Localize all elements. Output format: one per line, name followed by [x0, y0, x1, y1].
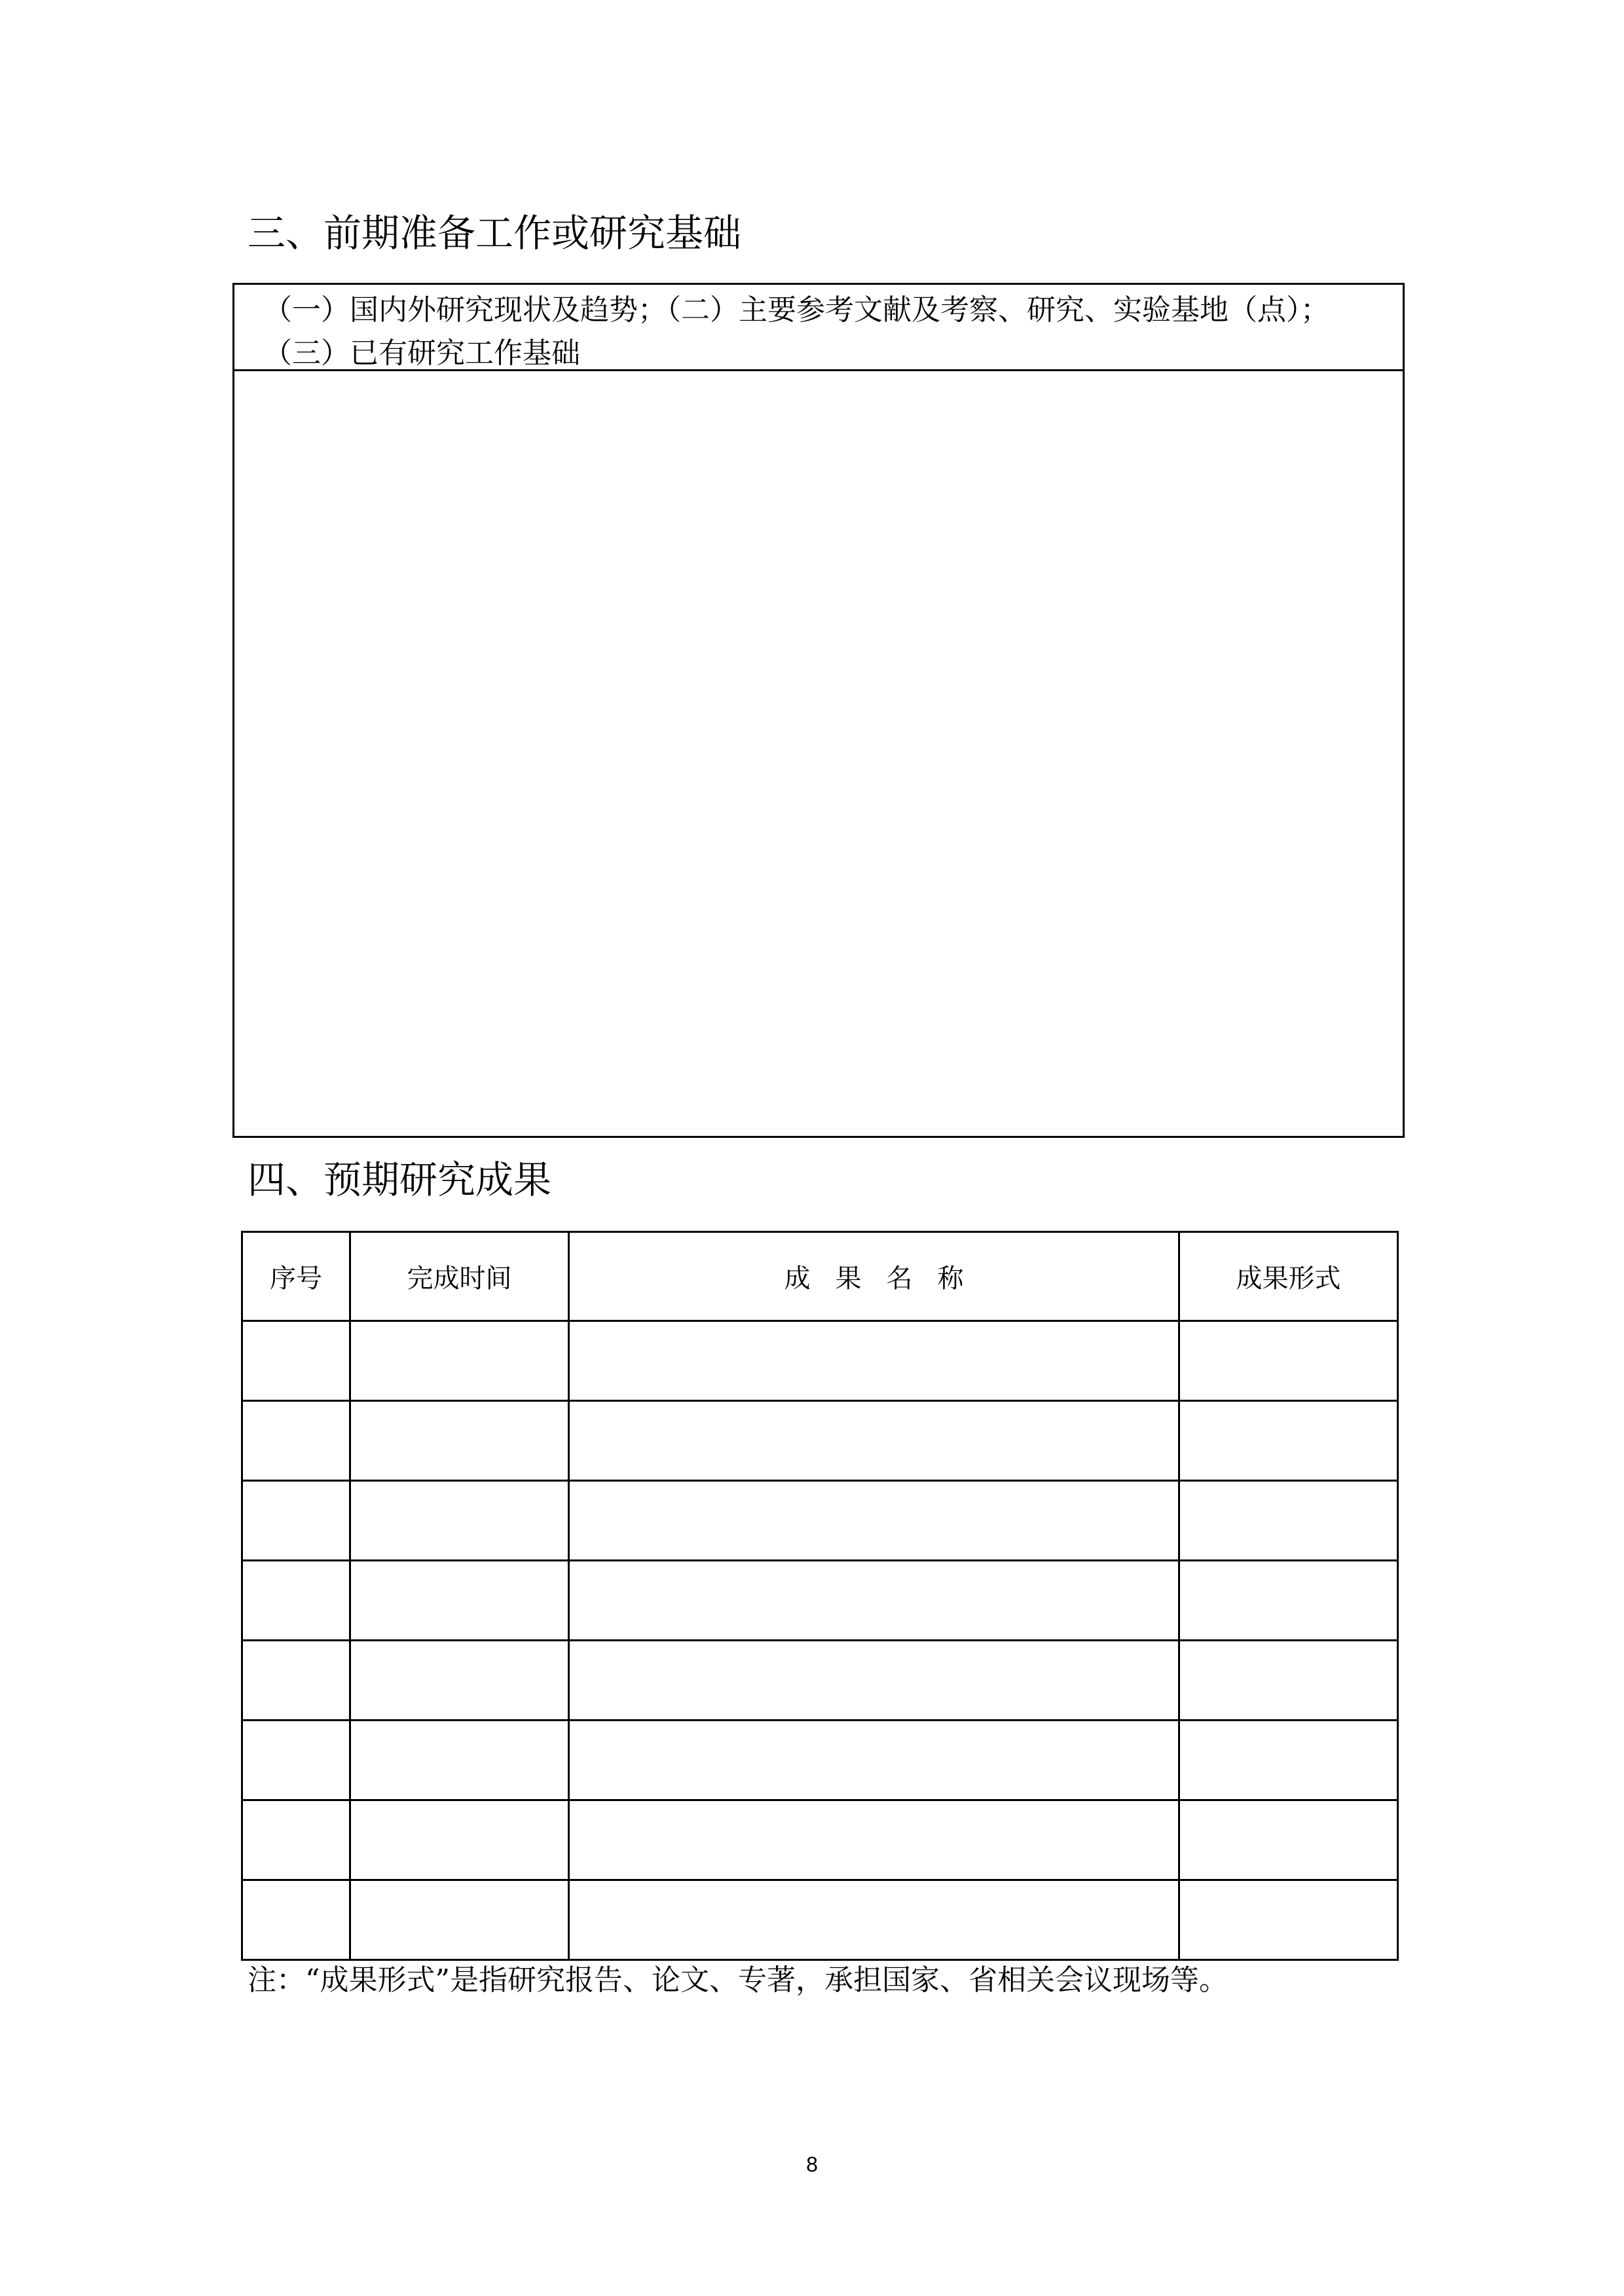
page-number: 8 [806, 2153, 818, 2176]
research-foundation-field[interactable] [234, 371, 1403, 1136]
result-form-cell[interactable] [1179, 1481, 1398, 1561]
header-result-name: 成果名称 [569, 1232, 1179, 1321]
result-name-cell[interactable] [569, 1321, 1179, 1401]
serial-number-cell[interactable] [242, 1481, 350, 1561]
serial-number-cell[interactable] [242, 1321, 350, 1401]
completion-time-cell[interactable] [350, 1481, 569, 1561]
serial-number-cell[interactable] [242, 1561, 350, 1641]
header-completion-time: 完成时间 [350, 1232, 569, 1321]
serial-number-cell[interactable] [242, 1721, 350, 1800]
serial-number-cell[interactable] [242, 1401, 350, 1481]
instruction-line-1: （一）国内外研究现状及趋势；（二）主要参考文献及考察、研究、实验基地（点）； [263, 293, 1329, 327]
result-name-cell[interactable] [569, 1641, 1179, 1721]
result-form-cell[interactable] [1179, 1880, 1398, 1960]
completion-time-cell[interactable] [350, 1321, 569, 1401]
research-foundation-instructions [234, 285, 1403, 371]
table-row [242, 1561, 1398, 1641]
header-result-form: 成果形式 [1179, 1232, 1398, 1321]
completion-time-cell[interactable] [350, 1721, 569, 1800]
result-name-cell[interactable] [569, 1721, 1179, 1800]
section-3-heading: 三、前期准备工作或研究基础 [248, 211, 742, 255]
completion-time-cell[interactable] [350, 1880, 569, 1960]
header-serial-number: 序号 [242, 1232, 350, 1321]
results-form-note: 注：“成果形式”是指研究报告、论文、专著，承担国家、省相关会议现场等。 [248, 1963, 1228, 1997]
result-form-cell[interactable] [1179, 1641, 1398, 1721]
result-form-cell[interactable] [1179, 1401, 1398, 1481]
result-form-cell[interactable] [1179, 1321, 1398, 1401]
result-form-cell[interactable] [1179, 1561, 1398, 1641]
table-row [242, 1641, 1398, 1721]
result-name-cell[interactable] [569, 1401, 1179, 1481]
expected-results-table [241, 1231, 1399, 1961]
result-name-cell[interactable] [569, 1561, 1179, 1641]
table-row [242, 1321, 1398, 1401]
result-name-cell[interactable] [569, 1481, 1179, 1561]
serial-number-cell[interactable] [242, 1800, 350, 1880]
completion-time-cell[interactable] [350, 1800, 569, 1880]
research-foundation-box [232, 283, 1405, 1138]
completion-time-cell[interactable] [350, 1641, 569, 1721]
result-form-cell[interactable] [1179, 1721, 1398, 1800]
serial-number-cell[interactable] [242, 1880, 350, 1960]
result-name-cell[interactable] [569, 1880, 1179, 1960]
completion-time-cell[interactable] [350, 1561, 569, 1641]
serial-number-cell[interactable] [242, 1641, 350, 1721]
table-row [242, 1800, 1398, 1880]
table-row [242, 1481, 1398, 1561]
table-row [242, 1721, 1398, 1800]
table-row [242, 1880, 1398, 1960]
result-name-cell[interactable] [569, 1800, 1179, 1880]
section-4-heading: 四、预期研究成果 [248, 1157, 552, 1202]
result-form-cell[interactable] [1179, 1800, 1398, 1880]
table-row [242, 1401, 1398, 1481]
instruction-line-2: （三）已有研究工作基础 [263, 337, 580, 370]
completion-time-cell[interactable] [350, 1401, 569, 1481]
table-header-row [242, 1232, 1398, 1321]
